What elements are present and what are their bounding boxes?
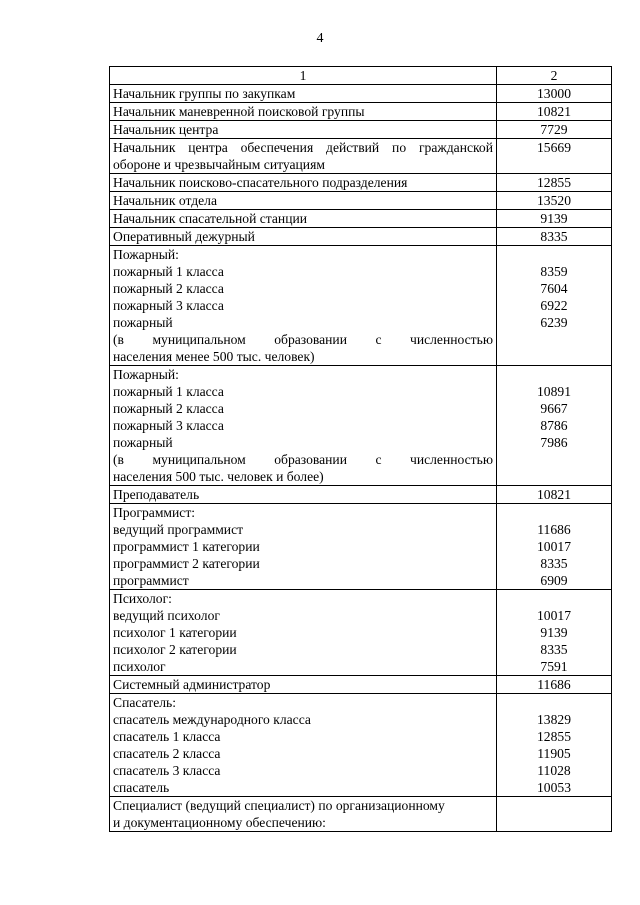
column-header-2: 2	[497, 67, 612, 85]
group-item-label: психолог 1 категории	[113, 625, 237, 640]
group-item-label: ведущий психолог	[113, 608, 220, 623]
salary-value: 11028	[537, 763, 571, 778]
salary-value: 9139	[540, 625, 568, 640]
salary-value: 7604	[540, 281, 568, 296]
group-item-label: психолог 2 категории	[113, 642, 237, 657]
table-row-group-firefighter-small	[110, 246, 612, 366]
group-values-cell	[497, 694, 612, 797]
note-word: образовании	[274, 332, 347, 347]
group-values-cell	[497, 246, 612, 366]
salary-value: 10821	[497, 103, 612, 121]
salary-value: 9667	[540, 401, 568, 416]
table-row	[110, 103, 612, 121]
group-item-label: спасатель международного класса	[113, 712, 311, 727]
salary-value: 11905	[537, 746, 571, 761]
group-item-label: спасатель	[113, 780, 170, 795]
group-title: Психолог:	[113, 591, 172, 606]
note-word: с	[375, 332, 382, 347]
note-word: численностью	[410, 452, 493, 467]
table-row	[110, 192, 612, 210]
table-row	[110, 121, 612, 139]
note-word: образовании	[274, 452, 347, 467]
group-note-end: населения 500 тыс. человек и более)	[113, 469, 324, 484]
group-values-cell	[497, 366, 612, 486]
note-word: с	[375, 452, 382, 467]
group-item-label: психолог	[113, 659, 166, 674]
group-values-cell	[497, 590, 612, 676]
salary-value: 6239	[540, 315, 568, 330]
table-row-group-rescuer	[110, 694, 612, 797]
salary-value: 8335	[497, 228, 612, 246]
salary-value: 9139	[497, 210, 612, 228]
table-row	[110, 85, 612, 103]
salary-value: 10017	[537, 539, 571, 554]
group-item-label: спасатель 2 класса	[113, 746, 221, 761]
salary-value	[497, 797, 612, 832]
note-word: муниципальном	[152, 332, 246, 347]
table-row	[110, 174, 612, 192]
note-word: (в	[113, 332, 124, 347]
position-title: Преподаватель	[110, 486, 497, 504]
group-title-continued: и документационному обеспечению:	[113, 815, 326, 830]
salary-value: 13520	[497, 192, 612, 210]
position-title: Начальник маневренной поисковой группы	[110, 103, 497, 121]
position-title: Начальник центра	[110, 121, 497, 139]
position-group-cell	[110, 590, 497, 676]
salary-value: 10017	[537, 608, 571, 623]
group-item-label: пожарный	[113, 435, 173, 450]
position-group-cell	[110, 246, 497, 366]
note-word: (в	[113, 452, 124, 467]
group-item-label: программист	[113, 573, 189, 588]
position-group-cell	[110, 504, 497, 590]
group-item-label: спасатель 1 класса	[113, 729, 221, 744]
group-item-label: пожарный 2 класса	[113, 401, 224, 416]
note-word: муниципальном	[152, 452, 246, 467]
salary-value: 10821	[497, 486, 612, 504]
salary-value: 6909	[540, 573, 568, 588]
group-item-label: спасатель 3 класса	[113, 763, 221, 778]
group-title: Специалист (ведущий специалист) по организационному	[113, 798, 445, 813]
table-row-group-firefighter-large	[110, 366, 612, 486]
group-item-label: ведущий программист	[113, 522, 244, 537]
note-word: численностью	[410, 332, 493, 347]
salary-value: 13000	[497, 85, 612, 103]
group-item-label: пожарный	[113, 315, 173, 330]
group-item-label: пожарный 3 класса	[113, 418, 224, 433]
position-title: Начальник поисково-спасательного подразделения	[110, 174, 497, 192]
salary-value: 7986	[540, 435, 568, 450]
group-values-cell	[497, 504, 612, 590]
salary-value: 13829	[537, 712, 571, 727]
position-title: Начальник отдела	[110, 192, 497, 210]
salary-value: 8786	[540, 418, 568, 433]
position-title: Начальник центра обеспечения действий по гражданской обороне и чрезвычайным ситуациям	[110, 139, 497, 174]
group-item-label: программист 2 категории	[113, 556, 260, 571]
position-group-cell	[110, 694, 497, 797]
position-group-cell	[110, 366, 497, 486]
group-note-line	[113, 451, 493, 468]
group-item-label: пожарный 3 класса	[113, 298, 224, 313]
table-row-specialist	[110, 797, 612, 832]
table-row	[110, 486, 612, 504]
salary-value: 7591	[540, 659, 568, 674]
page-number: 4	[316, 31, 324, 46]
salary-value: 10891	[537, 384, 571, 399]
table-row-group-psychologist	[110, 590, 612, 676]
group-title: Программист:	[113, 505, 196, 520]
group-note-line	[113, 331, 493, 348]
salary-value: 12855	[497, 174, 612, 192]
group-item-label: программист 1 категории	[113, 539, 260, 554]
salary-value: 12855	[537, 729, 571, 744]
table-row	[110, 210, 612, 228]
position-title: Системный администратор	[110, 676, 497, 694]
salary-table	[109, 66, 612, 832]
position-group-cell	[110, 797, 497, 832]
column-header-1: 1	[110, 67, 497, 85]
position-title: Начальник группы по закупкам	[110, 85, 497, 103]
salary-value: 10053	[537, 780, 571, 795]
table-row-group-programmer	[110, 504, 612, 590]
salary-value: 7729	[497, 121, 612, 139]
salary-value: 8359	[540, 264, 568, 279]
group-title: Пожарный:	[113, 247, 179, 262]
salary-value: 8335	[540, 642, 568, 657]
group-item-label: пожарный 1 класса	[113, 264, 224, 279]
group-item-label: пожарный 2 класса	[113, 281, 224, 296]
group-note-end: населения менее 500 тыс. человек)	[113, 349, 315, 364]
salary-value: 11686	[497, 676, 612, 694]
salary-value: 11686	[537, 522, 571, 537]
group-item-label: пожарный 1 класса	[113, 384, 224, 399]
salary-value: 8335	[540, 556, 568, 571]
position-title: Начальник спасательной станции	[110, 210, 497, 228]
position-title: Оперативный дежурный	[110, 228, 497, 246]
table-row	[110, 228, 612, 246]
table-row	[110, 676, 612, 694]
table-row	[110, 139, 612, 174]
salary-value: 6922	[540, 298, 568, 313]
group-title: Пожарный:	[113, 367, 179, 382]
salary-value: 15669	[497, 139, 612, 174]
table-header-row	[110, 67, 612, 85]
group-title: Спасатель:	[113, 695, 176, 710]
